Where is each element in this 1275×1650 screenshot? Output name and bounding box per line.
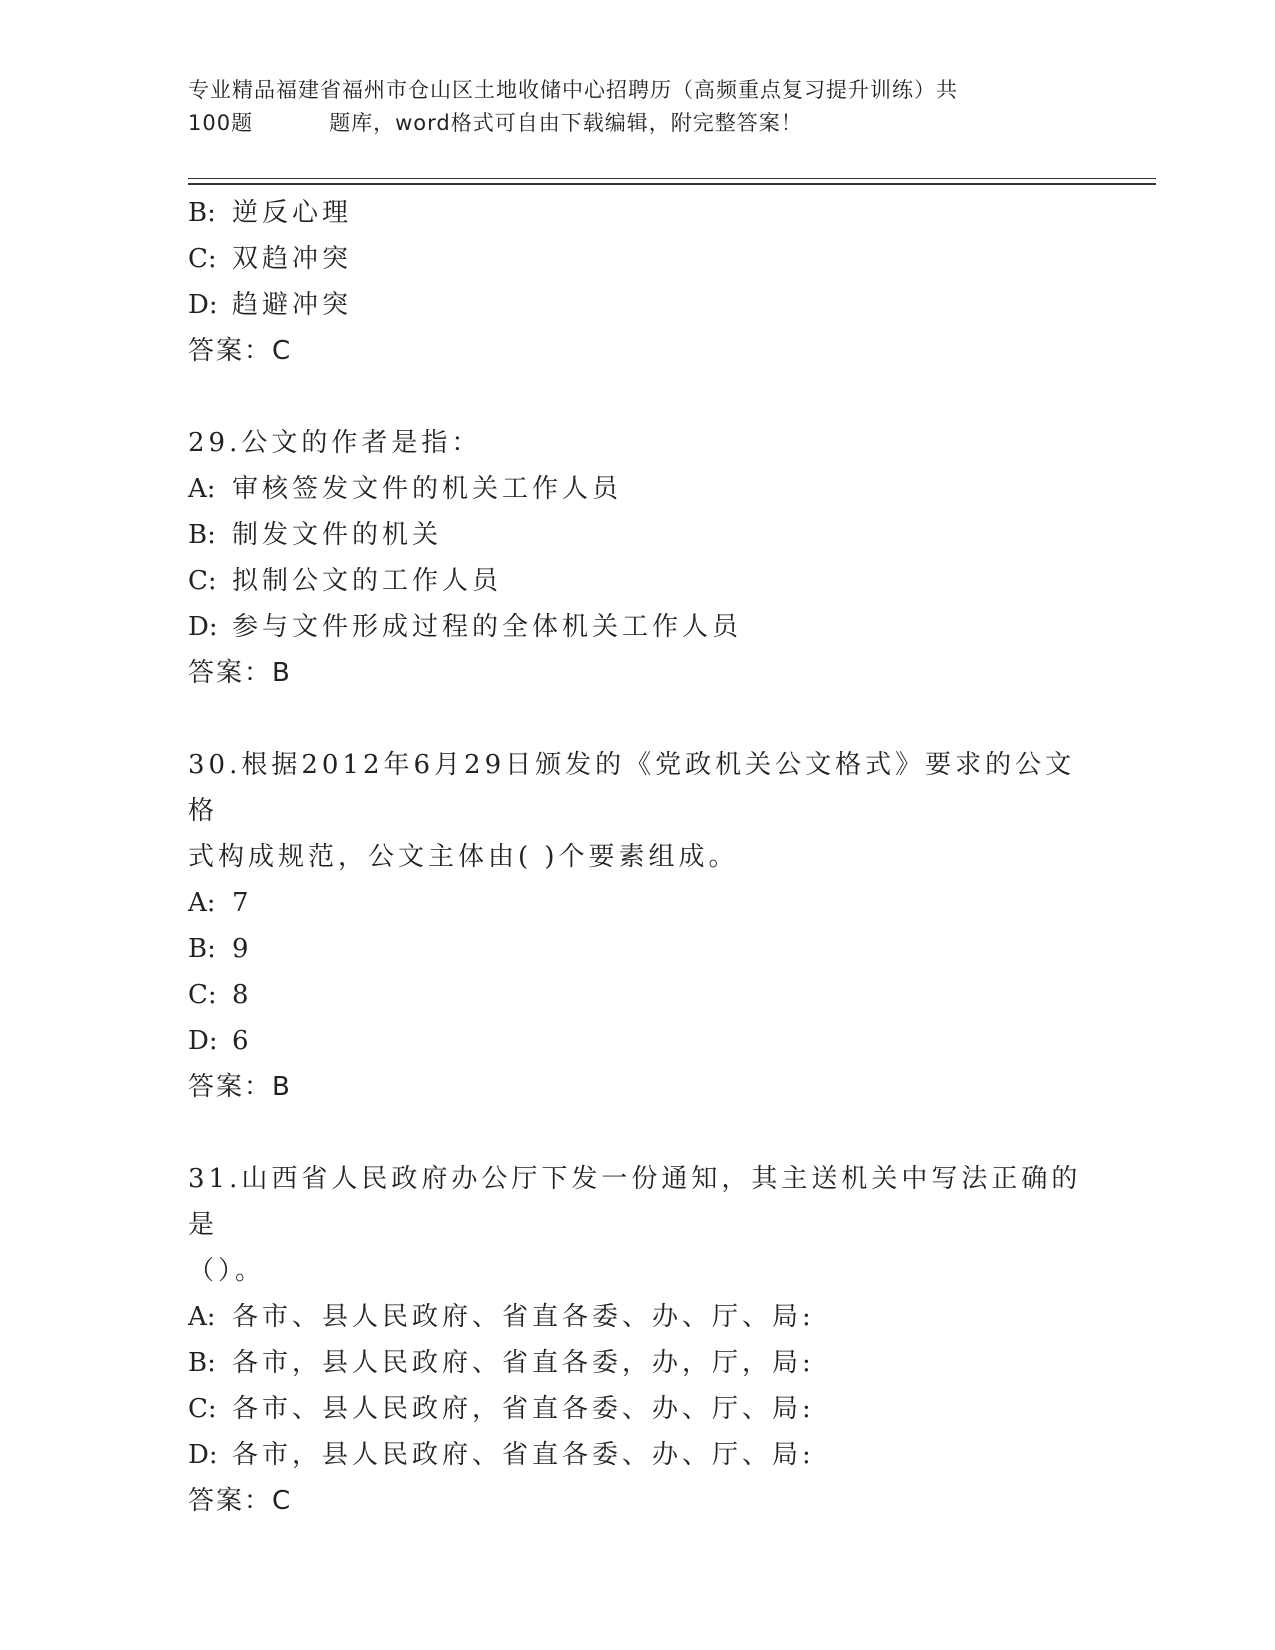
answer-line: 答案：B — [188, 1072, 292, 1102]
question-30 — [188, 742, 1088, 1110]
option-letter: D: — [188, 1026, 218, 1056]
header-description: 题库，word格式可自由下载编辑，附完整答案！ — [329, 111, 803, 135]
answer-line: 答案：B — [188, 658, 292, 688]
option-letter: B: — [188, 520, 216, 550]
question-31 — [188, 1156, 1088, 1524]
question-fragment — [188, 190, 1088, 374]
option-text: 7 — [232, 888, 253, 918]
header-divider-thick — [188, 183, 1156, 185]
option-a — [188, 466, 1088, 512]
question-stem-line-1: 31.山西省人民政府办公厅下发一份通知，其主送机关中写法正确的是 — [188, 1164, 1082, 1240]
option-d — [188, 282, 1088, 328]
option-text: 拟制公文的工作人员 — [232, 566, 503, 596]
header-question-count: 100题 — [188, 111, 254, 135]
header-line-2 — [188, 107, 1088, 140]
option-letter: D: — [188, 1440, 218, 1470]
option-letter: B: — [188, 934, 216, 964]
option-text: 各市，县人民政府、省直各委，办，厅，局: — [232, 1348, 815, 1378]
option-text: 审核签发文件的机关工作人员 — [232, 474, 623, 504]
option-d — [188, 1432, 1088, 1478]
option-letter: A: — [188, 888, 216, 918]
header-divider-thin — [188, 178, 1156, 179]
option-c — [188, 972, 1088, 1018]
page-header — [188, 74, 1088, 140]
question-29 — [188, 420, 1088, 696]
option-b — [188, 926, 1088, 972]
option-text: 逆反心理 — [232, 198, 353, 228]
option-text: 9 — [232, 934, 253, 964]
option-letter: A: — [188, 1302, 216, 1332]
option-text: 制发文件的机关 — [232, 520, 443, 550]
option-b — [188, 512, 1088, 558]
option-c — [188, 558, 1088, 604]
option-letter: C: — [188, 980, 217, 1010]
option-letter: B: — [188, 1348, 216, 1378]
option-text: 趋避冲突 — [232, 290, 353, 320]
option-letter: C: — [188, 566, 217, 596]
question-stem: 29.公文的作者是指： — [188, 428, 482, 458]
document-body — [188, 190, 1088, 1524]
option-c — [188, 236, 1088, 282]
option-a — [188, 1294, 1088, 1340]
option-a — [188, 880, 1088, 926]
option-b — [188, 1340, 1088, 1386]
option-letter: D: — [188, 612, 218, 642]
question-stem-line-2: （）。 — [188, 1256, 266, 1286]
answer-line: 答案：C — [188, 1486, 293, 1516]
option-d — [188, 1018, 1088, 1064]
option-letter: C: — [188, 244, 217, 274]
question-stem-line-2: 式构成规范，公文主体由( )个要素组成。 — [188, 842, 739, 872]
option-text: 8 — [232, 980, 253, 1010]
option-text: 双趋冲突 — [232, 244, 353, 274]
option-text: 参与文件形成过程的全体机关工作人员 — [232, 612, 743, 642]
option-letter: B: — [188, 198, 216, 228]
header-line-1: 专业精品福建省福州市仓山区土地收储中心招聘历（高频重点复习提升训练）共 — [188, 78, 958, 102]
option-letter: A: — [188, 474, 216, 504]
answer-line: 答案：C — [188, 336, 293, 366]
option-text: 各市，县人民政府、省直各委、办、厅、局: — [232, 1440, 815, 1470]
option-letter: D: — [188, 290, 218, 320]
option-letter: C: — [188, 1394, 217, 1424]
option-text: 6 — [232, 1026, 253, 1056]
option-text: 各市、县人民政府，省直各委、办、厅、局: — [232, 1394, 815, 1424]
option-c — [188, 1386, 1088, 1432]
question-stem-line-1: 30.根据2012年6月29日颁发的《党政机关公文格式》要求的公文格 — [188, 750, 1076, 826]
option-text: 各市、县人民政府、省直各委、办、厅、局: — [232, 1302, 815, 1332]
option-b — [188, 190, 1088, 236]
option-d — [188, 604, 1088, 650]
